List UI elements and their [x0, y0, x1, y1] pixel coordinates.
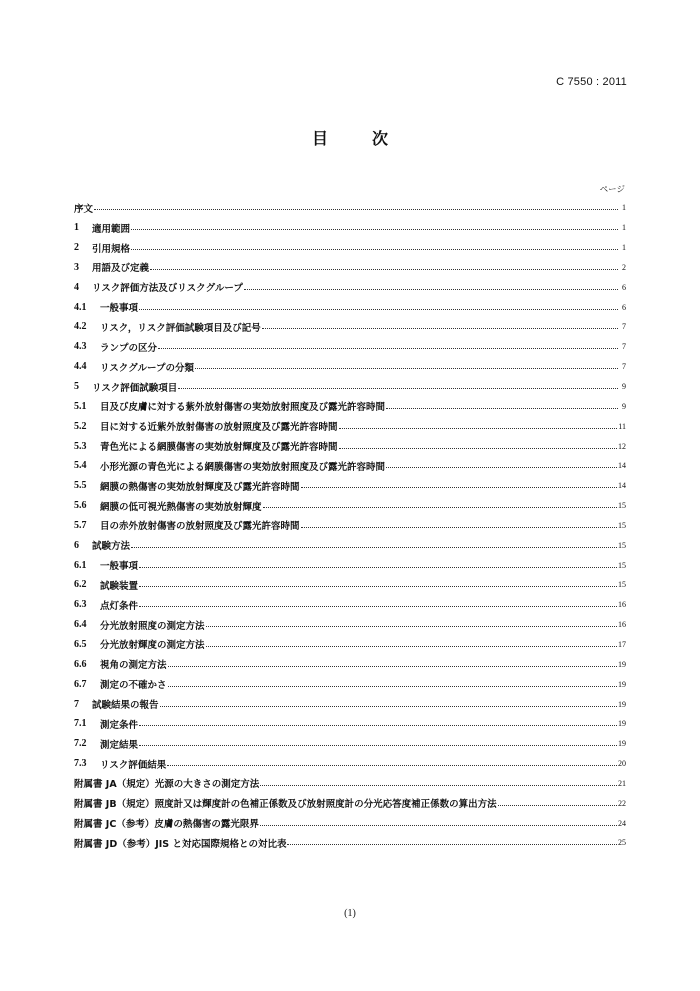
dot-leader — [206, 625, 617, 627]
dot-leader — [386, 466, 617, 468]
toc-entry-title: 附属書 JD（参考）JIS と対応国際規格との対比表 — [74, 838, 287, 850]
dot-leader — [263, 506, 617, 508]
dot-leader — [339, 427, 618, 429]
toc-entry-title: リスクグループの分類 — [100, 362, 195, 374]
toc-entry-number: 2 — [74, 242, 79, 254]
dot-leader — [139, 585, 617, 587]
toc-entry-page: 7 — [622, 362, 626, 372]
dot-leader — [94, 208, 618, 210]
toc-entry-number: 4.4 — [74, 361, 87, 373]
toc-entry-title: 目に対する近紫外放射傷害の放射照度及び露光許容時間 — [100, 422, 338, 434]
toc-entry[interactable] — [74, 535, 626, 555]
dot-leader — [131, 248, 618, 250]
toc-entry-title: 目の赤外放射傷害の放射照度及び露光許容時間 — [100, 521, 300, 533]
page-title: 目 次 — [311, 129, 402, 148]
toc-entry[interactable] — [74, 496, 626, 516]
table-of-contents — [74, 198, 626, 853]
toc-entry[interactable] — [74, 654, 626, 674]
toc-entry-page: 16 — [618, 600, 626, 610]
toc-entry-title: 網膜の低可視光熱傷害の実効放射輝度 — [100, 501, 262, 513]
toc-entry[interactable] — [74, 833, 626, 853]
dot-leader — [498, 804, 617, 806]
toc-entry-number: 6.1 — [74, 559, 87, 571]
dot-leader — [301, 526, 617, 528]
toc-entry[interactable] — [74, 218, 626, 238]
toc-entry-number: 6.4 — [74, 619, 87, 631]
toc-entry-title: 適用範囲 — [92, 223, 131, 235]
toc-entry-title: 試験結果の報告 — [92, 700, 159, 712]
toc-entry-number: 1 — [74, 222, 79, 234]
toc-entry-title: 測定条件 — [100, 719, 139, 731]
toc-entry-page: 19 — [618, 679, 626, 689]
toc-entry-title: 引用規格 — [92, 243, 131, 255]
toc-entry-title: 分光放射輝度の測定方法 — [100, 640, 205, 652]
dot-leader — [262, 327, 618, 329]
dot-leader — [195, 367, 618, 369]
toc-entry-page: 1 — [622, 223, 626, 233]
toc-entry-page: 15 — [618, 520, 626, 530]
standard-code: C 7550 : 2011 — [556, 76, 627, 88]
page-number: (1) — [344, 908, 356, 919]
toc-entry-page: 15 — [618, 580, 626, 590]
toc-entry-number: 3 — [74, 261, 79, 273]
toc-entry-page: 7 — [622, 322, 626, 332]
toc-entry[interactable] — [74, 317, 626, 337]
toc-entry[interactable] — [74, 793, 626, 813]
toc-entry-page: 22 — [618, 798, 626, 808]
toc-entry-page: 15 — [618, 540, 626, 550]
toc-entry[interactable] — [74, 258, 626, 278]
toc-entry-title: 附属書 JA（規定）光源の大きさの測定方法 — [74, 779, 260, 791]
toc-entry-number: 7 — [74, 698, 79, 710]
toc-entry-page: 12 — [618, 441, 626, 451]
toc-entry-title: 一般事項 — [100, 561, 139, 573]
toc-entry-page: 6 — [622, 302, 626, 312]
toc-entry-title: 用語及び定義 — [92, 263, 150, 275]
toc-entry-title: 附属書 JB（規定）照度計又は輝度計の色補正係数及び放射照度計の分光応答度補正係数の算出方法 — [74, 799, 497, 811]
dot-leader — [131, 228, 618, 230]
toc-entry[interactable] — [74, 813, 626, 833]
dot-leader — [206, 645, 617, 647]
toc-entry-number: 7.1 — [74, 718, 87, 730]
toc-entry-page: 9 — [622, 401, 626, 411]
toc-entry-page: 19 — [618, 659, 626, 669]
toc-entry-number: 4.1 — [74, 301, 87, 313]
toc-entry-number: 5.4 — [74, 460, 87, 472]
toc-entry-title: 目及び皮膚に対する紫外放射傷害の実効放射照度及び露光許容時間 — [100, 402, 386, 414]
toc-entry-page: 24 — [618, 818, 626, 828]
toc-entry[interactable] — [74, 615, 626, 635]
toc-entry[interactable] — [74, 337, 626, 357]
dot-leader — [139, 605, 617, 607]
toc-entry-page: 17 — [618, 639, 626, 649]
toc-entry-number: 4.3 — [74, 341, 87, 353]
toc-entry-title: 網膜の熱傷害の実効放射輝度及び露光許容時間 — [100, 481, 300, 493]
toc-entry[interactable] — [74, 595, 626, 615]
toc-entry-title: リスク評価試験項目 — [92, 382, 178, 394]
toc-entry[interactable] — [74, 575, 626, 595]
toc-entry-page: 7 — [622, 342, 626, 352]
toc-entry[interactable] — [74, 734, 626, 754]
toc-entry-title: 視角の測定方法 — [100, 660, 167, 672]
toc-entry[interactable] — [74, 416, 626, 436]
toc-entry-number: 6.3 — [74, 599, 87, 611]
toc-entry-number: 6 — [74, 539, 79, 551]
toc-entry-title: 試験方法 — [92, 541, 131, 553]
toc-entry-page: 21 — [618, 778, 626, 788]
toc-entry-page: 2 — [622, 262, 626, 272]
dot-leader — [287, 843, 617, 845]
toc-entry[interactable] — [74, 277, 626, 297]
toc-entry-number: 5.5 — [74, 480, 87, 492]
toc-entry-page: 6 — [622, 282, 626, 292]
toc-entry-title: 分光放射照度の測定方法 — [100, 620, 205, 632]
toc-entry-page: 15 — [618, 501, 626, 511]
toc-entry[interactable] — [74, 754, 626, 774]
dot-leader — [301, 486, 617, 488]
toc-entry-number: 5.7 — [74, 519, 87, 531]
toc-entry-number: 6.7 — [74, 678, 87, 690]
toc-entry-page: 14 — [618, 481, 626, 491]
toc-entry-title: 測定の不確かさ — [100, 680, 167, 692]
toc-entry[interactable] — [74, 238, 626, 258]
toc-entry-number: 5.2 — [74, 420, 87, 432]
toc-entry-page: 25 — [618, 838, 626, 848]
toc-entry-page: 16 — [618, 620, 626, 630]
page-column-label: ページ — [599, 185, 625, 195]
dot-leader — [386, 407, 618, 409]
toc-entry-page: 19 — [618, 719, 626, 729]
toc-entry-page: 14 — [618, 461, 626, 471]
toc-entry-number: 7.3 — [74, 758, 87, 770]
toc-entry-title: 測定結果 — [100, 739, 139, 751]
toc-entry-number: 5 — [74, 381, 79, 393]
toc-entry-title: リスク評価結果 — [100, 759, 167, 771]
toc-entry[interactable] — [74, 436, 626, 456]
toc-entry-number: 7.2 — [74, 738, 87, 750]
toc-entry-title: 青色光による網膜傷害の実効放射輝度及び露光許容時間 — [100, 442, 338, 454]
dot-leader — [160, 705, 617, 707]
toc-entry-number: 5.6 — [74, 500, 87, 512]
dot-leader — [139, 566, 617, 568]
toc-entry[interactable] — [74, 773, 626, 793]
toc-entry[interactable] — [74, 476, 626, 496]
toc-entry-number: 4.2 — [74, 321, 87, 333]
dot-leader — [131, 546, 617, 548]
dot-leader — [158, 347, 618, 349]
toc-entry-title: リスク評価方法及びリスクグループ — [92, 283, 243, 295]
toc-entry-title: 試験装置 — [100, 580, 139, 592]
toc-entry-title: リスク，リスク評価試験項目及び記号 — [100, 322, 261, 334]
toc-entry[interactable] — [74, 297, 626, 317]
dot-leader — [339, 447, 617, 449]
toc-entry-title: 小形光源の青色光による網膜傷害の実効放射照度及び露光許容時間 — [100, 461, 386, 473]
toc-entry[interactable] — [74, 396, 626, 416]
dot-leader — [244, 288, 618, 290]
dot-leader — [260, 824, 617, 826]
toc-entry-page: 1 — [622, 243, 626, 253]
toc-entry[interactable] — [74, 714, 626, 734]
toc-entry[interactable] — [74, 377, 626, 397]
toc-entry-page: 9 — [622, 382, 626, 392]
toc-entry-page: 11 — [618, 421, 626, 431]
dot-leader — [167, 764, 617, 766]
toc-entry[interactable] — [74, 456, 626, 476]
toc-entry-number: 4 — [74, 281, 79, 293]
toc-entry-page: 19 — [618, 699, 626, 709]
toc-entry-number: 5.3 — [74, 440, 87, 452]
toc-entry-number: 6.6 — [74, 658, 87, 670]
toc-entry-title: 附属書 JC（参考）皮膚の熱傷害の露光限界 — [74, 819, 259, 831]
toc-entry[interactable] — [74, 694, 626, 714]
toc-entry-number: 6.2 — [74, 579, 87, 591]
toc-entry[interactable] — [74, 198, 626, 218]
toc-entry[interactable] — [74, 516, 626, 536]
dot-leader — [168, 665, 617, 667]
toc-entry-number: 5.1 — [74, 400, 87, 412]
dot-leader — [150, 268, 618, 270]
dot-leader — [139, 308, 618, 310]
toc-entry-title: ランプの区分 — [100, 342, 158, 354]
toc-entry[interactable] — [74, 635, 626, 655]
toc-entry-page: 1 — [622, 203, 626, 213]
toc-entry[interactable] — [74, 555, 626, 575]
toc-entry-title: 点灯条件 — [100, 600, 139, 612]
dot-leader — [139, 724, 617, 726]
dot-leader — [260, 784, 617, 786]
toc-entry-page: 20 — [618, 759, 626, 769]
toc-entry[interactable] — [74, 674, 626, 694]
toc-entry-title: 序文 — [74, 203, 94, 215]
toc-entry[interactable] — [74, 357, 626, 377]
toc-entry-page: 19 — [618, 739, 626, 749]
toc-entry-number: 6.5 — [74, 638, 87, 650]
dot-leader — [168, 685, 617, 687]
dot-leader — [139, 744, 617, 746]
dot-leader — [178, 387, 618, 389]
toc-entry-title: 一般事項 — [100, 303, 139, 315]
toc-entry-page: 15 — [618, 560, 626, 570]
